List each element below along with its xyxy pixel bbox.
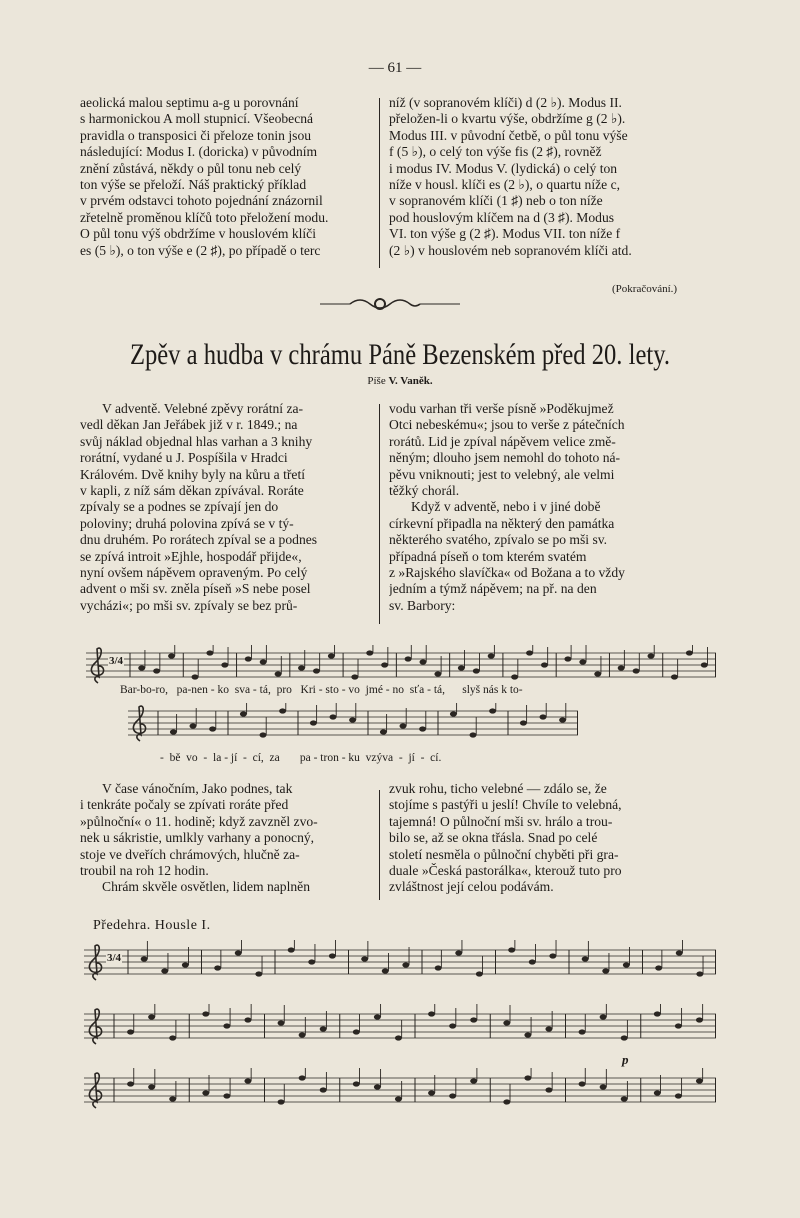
note [308, 959, 315, 964]
text-line: Otci nebeskému«; jsou to verše z pátečních [389, 417, 625, 433]
text-line: bilo se, až se okna třásla. Snad po celé [389, 830, 598, 846]
text-line: f (5 ♭), o celý ton výše fis (2 ♯), rovněž [389, 144, 602, 160]
note [260, 732, 267, 737]
note [366, 650, 373, 655]
text-line: některého svatého, zpívalo se po mši sv. [389, 532, 608, 548]
text-line: nek u sákristie, umlkly varhany a ponocný, [80, 830, 315, 846]
note [244, 1078, 251, 1083]
dynamic-marking: p [622, 1052, 629, 1067]
text-line: O půl tonu výš obdržíme v houslovém klíči [80, 226, 316, 242]
text-line: pod houslovým klíčem na d (3 ♯). Modus [389, 209, 615, 225]
note [382, 968, 389, 973]
text-line: ton výše se přeloží. Náš praktický příklad [80, 177, 307, 193]
article-title: Zpěv a hudba v chrámu Páně Bezenském před 20. lety. [129, 338, 671, 371]
text-line: těžký chorál. [389, 483, 460, 499]
note [353, 1029, 360, 1034]
text-line: rorátů. Lid je zpíval nápěvem velice změ- [389, 433, 616, 449]
note [191, 674, 198, 679]
prelude-heading: Předehra. Housle I. [93, 918, 211, 933]
note [489, 708, 496, 713]
note [288, 947, 295, 952]
text-line: pěvu vniknouti; jest to velebný, ale velmi [389, 466, 615, 482]
note [524, 1075, 531, 1080]
note [279, 708, 286, 713]
note [470, 732, 477, 737]
note [223, 1093, 230, 1098]
text-line: zpívaly se a podnes se zpívají jen do [80, 499, 279, 515]
note [402, 962, 409, 967]
note [299, 1032, 306, 1037]
note [353, 1081, 360, 1086]
note [503, 1099, 510, 1104]
text-line: i modus IV. Modus V. (lydická) o celý ton [389, 160, 618, 176]
time-signature-prelude: 3/4 [107, 952, 122, 964]
note [623, 962, 630, 967]
note [579, 1029, 586, 1034]
author: V. Vaněk. [388, 375, 433, 387]
text-line: svůj náklad objednal hlas varhan a 3 knihy [80, 433, 313, 449]
note [633, 668, 640, 673]
column-divider [379, 404, 380, 624]
text-line: s harmonickou A moll stupnicí. Všeobecná [80, 111, 314, 127]
note [600, 1084, 607, 1089]
note [470, 1017, 477, 1022]
note [458, 665, 465, 670]
text-line: něným; dlouho jsem nemohl do tohoto ná- [389, 450, 621, 466]
note [328, 653, 335, 658]
text-line: »půlnoční« o 11. hodině; když zavzněl zvo- [80, 813, 318, 829]
text-line: sv. Barbory: [389, 597, 456, 613]
note [654, 1090, 661, 1095]
note [676, 950, 683, 955]
continued-note: (Pokračování.) [612, 283, 678, 295]
note [545, 1026, 552, 1031]
note [260, 659, 267, 664]
text-line: z »Rajského slavíčka« od Božana a to vždy [389, 565, 625, 581]
note [275, 671, 282, 676]
text-line: znění zůstává, někdy o půl tonu neb celý [80, 160, 302, 176]
note [511, 674, 518, 679]
note [374, 1084, 381, 1089]
lyrics-line-2: - bě vo - la - jí - cí, za pa - tron - ku vzýva - jí - cí. [160, 752, 442, 764]
note [349, 717, 356, 722]
note [209, 726, 216, 731]
note [621, 1035, 628, 1040]
note [202, 1090, 209, 1095]
text-line: V čase vánočním, Jako podnes, tak [102, 781, 293, 796]
top-right-column [389, 95, 714, 259]
music-staff-prelude-2 [84, 1004, 716, 1046]
note [579, 1081, 586, 1086]
note [161, 968, 168, 973]
music-staff-barbora-1 [86, 645, 716, 685]
note [526, 650, 533, 655]
note [313, 668, 320, 673]
note [206, 650, 213, 655]
note [298, 665, 305, 670]
note [255, 971, 262, 976]
text-line: v prvém odstavci tohoto pojednání znázornil [80, 193, 323, 209]
note [223, 1023, 230, 1028]
note [278, 1099, 285, 1104]
column-divider [379, 790, 380, 900]
note [381, 662, 388, 667]
text-line: zřetelně proměnou klíčů toto přeložení modu. [80, 209, 329, 225]
text-line: níž (v sopranovém klíči) d (2 ♭). Modus II. [389, 95, 622, 110]
note [529, 959, 536, 964]
note [503, 1020, 510, 1025]
note [138, 665, 145, 670]
left-column-2 [80, 781, 372, 896]
text-line: rorátní, vydané u J. Pospíšila v Hradci [80, 450, 288, 466]
note [395, 1035, 402, 1040]
note [419, 726, 426, 731]
note [473, 668, 480, 673]
text-line: církevní připadla na některý den památka [389, 515, 615, 531]
note [127, 1081, 134, 1086]
text-line: se zpívá introit »Ejhle, hospodář přijde«, [80, 548, 302, 564]
note [508, 947, 515, 952]
note [395, 1096, 402, 1101]
note [675, 1023, 682, 1028]
note [524, 1032, 531, 1037]
note [330, 714, 337, 719]
lyrics-line-1: Bar-bo-ro, pa-nen - ko sva - tá, pro Kri - sto - vo jmé - no sťa - tá, slyš nás k to- [120, 684, 523, 696]
note [169, 1096, 176, 1101]
text-line: zvláštnost její celou podávám. [389, 879, 554, 895]
note [320, 1026, 327, 1031]
note [696, 1017, 703, 1022]
note [686, 650, 693, 655]
note [148, 1084, 155, 1089]
text-line: stojíme s pastýři u jeslí! Chvíle to velebná, [389, 797, 622, 813]
note [675, 1093, 682, 1098]
note [244, 1017, 251, 1022]
note [235, 950, 242, 955]
text-line: případná píseň o tom kterém svatém [389, 548, 587, 564]
left-column-1 [80, 401, 372, 614]
text-line: dnu druhém. Po rorátech zpíval se a podnes [80, 532, 318, 548]
note [476, 971, 483, 976]
note [428, 1011, 435, 1016]
note [153, 668, 160, 673]
text-line: nyní ovšem nápěvem opraveným. Po celý [80, 565, 308, 581]
text-line: poloviny; druhá polovina zpívá se v tý- [80, 515, 294, 531]
note [214, 965, 221, 970]
note [600, 1014, 607, 1019]
byline: Píše V. Vaněk. [367, 375, 433, 387]
text-line: zvuk rohu, ticho velebné — zdálo se, že [389, 781, 607, 796]
text-line: i tenkráte počaly se zpívati roráte před [80, 797, 289, 813]
ornament-divider [320, 296, 460, 312]
note [400, 723, 407, 728]
text-line: advent o mši sv. zněla píseň »S nebe posel [80, 581, 311, 597]
note [405, 656, 412, 661]
note [361, 956, 368, 961]
note [202, 1011, 209, 1016]
note [470, 1078, 477, 1083]
note [374, 1014, 381, 1019]
text-line: duale »Česká pastorálka«, kterouž tuto pro [389, 863, 622, 879]
note [520, 720, 527, 725]
note [582, 956, 589, 961]
note [278, 1020, 285, 1025]
right-column-1 [389, 401, 714, 614]
note [579, 659, 586, 664]
right-column-2 [389, 781, 714, 896]
text-line: Modus III. v původní četbě, o půl tonu výše [389, 127, 628, 143]
note [449, 1023, 456, 1028]
note [696, 1078, 703, 1083]
note [428, 1090, 435, 1095]
text-line: vodu varhan tři verše písně »Poděkujmež [389, 401, 614, 416]
note [488, 653, 495, 658]
note [240, 711, 247, 716]
note [449, 1093, 456, 1098]
note [545, 1087, 552, 1092]
note [127, 1029, 134, 1034]
note [148, 1014, 155, 1019]
note [648, 653, 655, 658]
note [455, 950, 462, 955]
text-line: tajemná! O půlnoční mši sv. hrálo a trou- [389, 813, 613, 829]
note [168, 653, 175, 658]
text-line: Chrám skvěle osvětlen, lidem naplněn [102, 879, 311, 895]
top-left-column [80, 95, 372, 259]
note [170, 729, 177, 734]
note [221, 662, 228, 667]
column-divider [379, 98, 380, 268]
text-line: století nesměla o půlnoční chyběti při gra- [389, 846, 619, 862]
note [329, 953, 336, 958]
text-line: pravidla o transposici či přeloze tonin jsou [80, 127, 312, 143]
note [655, 965, 662, 970]
note [701, 662, 708, 667]
note [654, 1011, 661, 1016]
text-line: Královém. Dvě knihy byly na kůru a třetí [80, 466, 305, 482]
text-line: vedl děkan Jan Jeřábek již v r. 1849.; na [80, 417, 298, 433]
note [299, 1075, 306, 1080]
note [310, 720, 317, 725]
note [564, 656, 571, 661]
note [190, 723, 197, 728]
text-line: Když v adventě, nebo i v jiné době [411, 499, 601, 515]
time-signature-song: 3/4 [109, 655, 124, 667]
note [671, 674, 678, 679]
text-line: aeolická malou septimu a-g u porovnání [80, 95, 299, 110]
text-line: přeložen-li o kvartu výše, obdržíme g (2 ♭). [389, 111, 626, 127]
note [602, 968, 609, 973]
text-line: troubil na roh 12 hodin. [80, 863, 209, 879]
text-line: v kapli, z níž sám děkan zpívával. Roráte [80, 483, 304, 499]
music-staff-prelude-1 [84, 940, 716, 982]
note [696, 971, 703, 976]
text-line: (2 ♭) v houslovém neb sopranovém klíči atd. [389, 242, 632, 258]
text-line: VI. ton výše g (2 ♯). Modus VII. ton níže f [389, 226, 621, 242]
note [320, 1087, 327, 1092]
text-line: níže v housl. klíči es (2 ♭), o quartu níže c, [389, 177, 621, 193]
page-number: — 61 — [368, 60, 422, 76]
note [618, 665, 625, 670]
text-line: vycházi«; po mši sv. zpívaly se bez prů- [80, 597, 298, 613]
note [541, 662, 548, 667]
note [141, 956, 148, 961]
note [169, 1035, 176, 1040]
text-line: V adventě. Velebné zpěvy rorátní za- [102, 401, 304, 416]
text-line: stoje ve dveřích chrámových, hlučně za- [80, 846, 300, 862]
note [351, 674, 358, 679]
note [549, 953, 556, 958]
note [182, 962, 189, 967]
text-line: následující: Modus I. (doricka) v původním [80, 144, 318, 160]
note [420, 659, 427, 664]
music-staff-prelude-3 [84, 1068, 716, 1110]
note [380, 729, 387, 734]
note [540, 714, 547, 719]
text-line: v sopranovém klíči (1 ♯) neb o ton níže [389, 193, 603, 209]
text-line: es (5 ♭), o ton výše e (2 ♯), po případě o terc [80, 242, 321, 258]
note [435, 965, 442, 970]
note [594, 671, 601, 676]
note [245, 656, 252, 661]
music-staff-barbora-2 [128, 703, 578, 743]
note [621, 1096, 628, 1101]
note [434, 671, 441, 676]
note [559, 717, 566, 722]
text-line: jedním a týmž nápěvem; na př. na den [389, 581, 597, 597]
note [450, 711, 457, 716]
